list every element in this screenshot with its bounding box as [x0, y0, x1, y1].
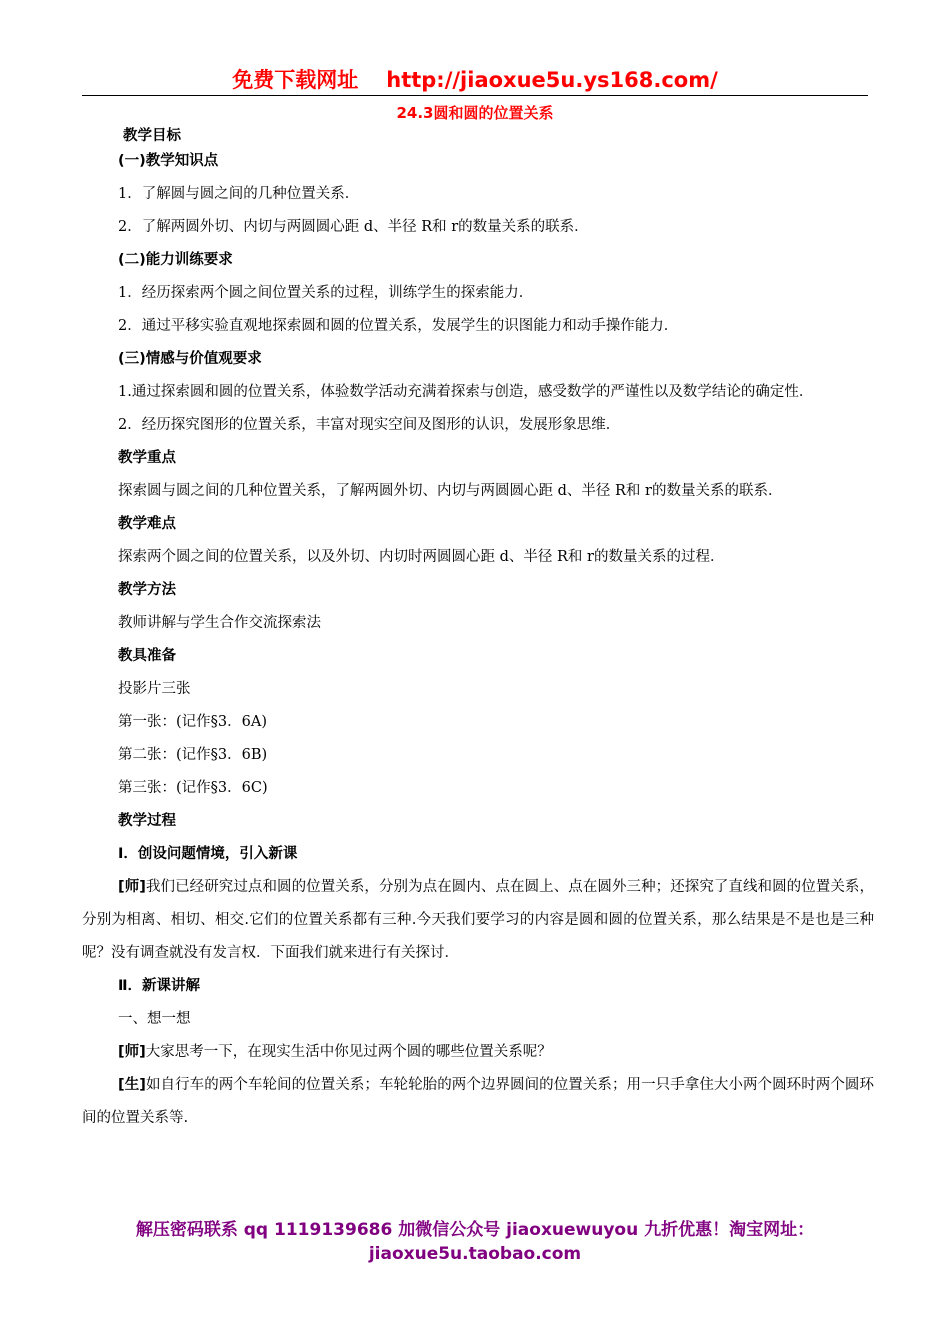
student-tag: [生] — [118, 1077, 146, 1093]
slide-item-3: 第三张：(记作§3．6C) — [118, 780, 268, 796]
emotion-item-2: 2．经历探究图形的位置关系，丰富对现实空间及图形的认识，发展形象思维． — [118, 417, 621, 433]
difficulty-text: 探索两个圆之间的位置关系，以及外切、内切时两圆圆心距 d、半径 R和 r的数量关系的过程． — [118, 549, 725, 565]
step1-teacher-paragraph — [82, 871, 874, 970]
knowledge-item-2: 2．了解两圆外切、内切与两圆圆心距 d、半径 R和 r的数量关系的联系． — [118, 219, 589, 235]
step1-heading: Ⅰ．创设问题情境，引入新课 — [118, 846, 298, 862]
footer-contact-line: 解压密码联系 qq 1119139686 加微信公众号 jiaoxuewuyou 九折优惠！淘宝网址： — [135, 1220, 815, 1240]
step2-heading: Ⅱ．新课讲解 — [118, 978, 201, 994]
method-text: 教师讲解与学生合作交流探索法 — [118, 615, 321, 631]
step2-student-text: 如自行车的两个车轮间的位置关系；车轮轮胎的两个边界圆间的位置关系；用一只手拿住大小两个圆环时两个圆环间的位置关系等. — [82, 1077, 874, 1126]
step2-student-paragraph — [82, 1069, 874, 1135]
key-heading: 教学重点 — [118, 450, 176, 466]
step1-teacher-text: 我们已经研究过点和圆的位置关系，分别为点在圆内、点在圆上、点在圆外三种；还探究了直线和圆的位置关系，分别为相离、相切、相交.它们的位置关系都有三种.今天我们要学习的内容是圆和圆的位置关系，那么结果是不是也是三种呢？没有调查就没有发言权．下面我们就来进行有关探讨． — [82, 879, 874, 961]
teacher-tag: [师] — [118, 879, 146, 895]
slide-item-2: 第二张：(记作§3．6B) — [118, 747, 268, 763]
knowledge-heading: (一)教学知识点 — [118, 153, 219, 169]
document-body — [82, 120, 874, 1135]
ability-item-1: 1．经历探索两个圆之间位置关系的过程，训练学生的探索能力． — [118, 285, 534, 301]
header-divider — [82, 95, 868, 96]
footer-store-link[interactable]: jiaoxue5u.taobao.com — [368, 1244, 582, 1264]
knowledge-item-1: 1．了解圆与圆之间的几种位置关系． — [118, 186, 360, 202]
slide-item-1: 第一张：(记作§3．6A) — [118, 714, 267, 730]
ability-heading: (二)能力训练要求 — [118, 252, 233, 268]
step2-teacher-text: 大家思考一下，在现实生活中你见过两个圆的哪些位置关系呢？ — [145, 1044, 552, 1060]
tools-heading: 教具准备 — [118, 648, 176, 664]
download-url-link[interactable]: http://jiaoxue5u.ys168.com/ — [386, 68, 718, 92]
emotion-item-1: 1.通过探索圆和圆的位置关系，体验数学活动充满着探索与创造，感受数学的严谨性以及数学结论的确定性． — [118, 384, 814, 400]
teacher-tag: [师] — [118, 1044, 146, 1060]
download-label: 免费下载网址 — [232, 68, 359, 92]
step2-teacher-paragraph — [118, 1036, 874, 1069]
emotion-heading: (三)情感与价值观要求 — [118, 351, 262, 367]
key-text: 探索圆与圆之间的几种位置关系，了解两圆外切、内切与两圆圆心距 d、半径 R和 r的数量关系的联系． — [118, 483, 783, 499]
document-title: 24.3圆和圆的位置关系 — [396, 104, 554, 122]
header-banner — [0, 64, 950, 94]
tools-text: 投影片三张 — [118, 681, 191, 697]
difficulty-heading: 教学难点 — [118, 516, 176, 532]
method-heading: 教学方法 — [118, 582, 176, 598]
objectives-heading: 教学目标 — [123, 128, 181, 144]
footer-banner — [0, 1218, 950, 1266]
ability-item-2: 2．通过平移实验直观地探索圆和圆的位置关系，发展学生的识图能力和动手操作能力． — [118, 318, 679, 334]
process-heading: 教学过程 — [118, 813, 176, 829]
think-label: 一、想一想 — [118, 1011, 191, 1027]
